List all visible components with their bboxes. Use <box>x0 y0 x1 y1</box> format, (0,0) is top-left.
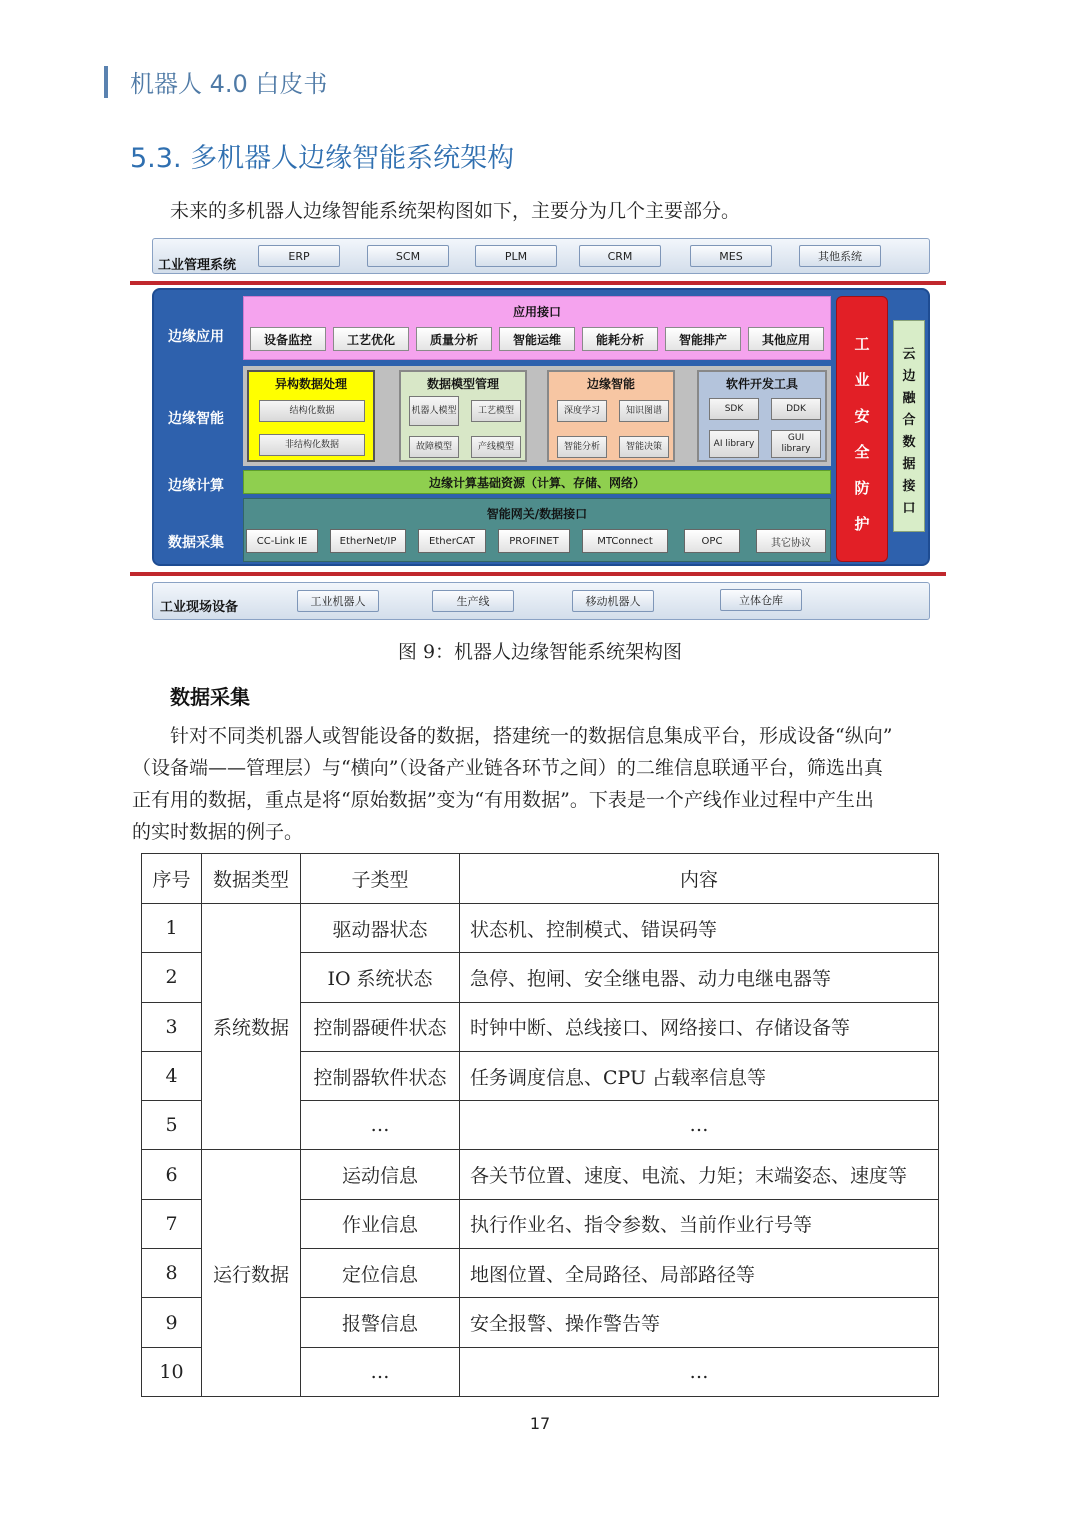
row-number: 4 <box>142 1051 202 1100</box>
top-chip: PLM <box>475 245 557 267</box>
side-label-data-collect: 数据采集 <box>168 535 224 551</box>
side-label-edge-app: 边缘应用 <box>168 329 224 345</box>
mini-chip: AI library <box>709 430 759 458</box>
content-cell: 状态机、控制模式、错误码等 <box>460 904 939 953</box>
row-number: 5 <box>142 1101 202 1150</box>
mini-chip: 结构化数据 <box>259 400 365 422</box>
sdk-tools-box <box>697 370 827 462</box>
body-paragraph <box>132 720 950 848</box>
group-cell: 运行数据 <box>202 1150 301 1396</box>
row-number: 8 <box>142 1249 202 1298</box>
protocol-chip: 其它协议 <box>756 529 826 553</box>
app-chip: 智能运维 <box>499 327 575 351</box>
architecture-diagram <box>0 0 1080 630</box>
app-interface-box <box>243 296 831 360</box>
app-chip: 智能排产 <box>665 327 741 351</box>
protocol-chip: MTConnect <box>582 529 668 553</box>
industrial-security-box <box>836 296 888 562</box>
gateway-title: 智能网关/数据接口 <box>486 507 588 521</box>
mini-chip: GUI library <box>771 430 821 458</box>
content-cell: 急停、抱闸、安全继电器、动力电继电器等 <box>460 953 939 1002</box>
mini-chip: 知识图谱 <box>619 400 669 422</box>
subtype-cell: 定位信息 <box>301 1249 460 1298</box>
data-table <box>141 853 939 1397</box>
content-cell: 任务调度信息、CPU 占载率信息等 <box>460 1051 939 1100</box>
table-row <box>142 904 939 953</box>
protocol-chip: CC-Link IE <box>246 529 318 553</box>
header-cell: 序号 <box>142 854 202 904</box>
app-chip: 工艺优化 <box>333 327 409 351</box>
table-header-row <box>142 854 939 904</box>
content-cell: … <box>460 1101 939 1150</box>
mini-chip: 深度学习 <box>557 400 607 422</box>
app-chip: 设备监控 <box>250 327 326 351</box>
paragraph-line: 正有用的数据，重点是将“原始数据”变为“有用数据”。下表是一个产线作业过程中产生出 <box>132 789 874 811</box>
bottom-chip: 工业机器人 <box>297 590 379 612</box>
sdk-tools-title: 软件开发工具 <box>725 377 798 391</box>
protocol-chip: EtherCAT <box>418 529 486 553</box>
cloud-char: 云 <box>902 347 916 362</box>
mini-chip: 智能分析 <box>557 436 607 458</box>
top-chip: MES <box>690 245 772 267</box>
subtype-cell: 控制器软件状态 <box>301 1051 460 1100</box>
app-chip: 其他应用 <box>748 327 824 351</box>
divider-line-bottom <box>130 572 946 576</box>
row-number: 3 <box>142 1002 202 1051</box>
top-chip: 其他系统 <box>799 245 881 267</box>
security-char: 全 <box>854 443 870 461</box>
figure-caption: 图 9：机器人边缘智能系统架构图 <box>397 641 683 663</box>
content-cell: 地图位置、全局路径、局部路径等 <box>460 1249 939 1298</box>
subheading: 数据采集 <box>170 685 250 709</box>
subtype-cell: … <box>301 1347 460 1396</box>
edge-intel-band <box>243 366 831 466</box>
mini-chip: DDK <box>771 398 821 420</box>
row-number: 7 <box>142 1199 202 1248</box>
bottom-chip: 立体仓库 <box>720 589 802 611</box>
edge-compute-bar: 边缘计算基础资源（计算、存储、网络） <box>243 470 831 494</box>
hetero-data-title: 异构数据处理 <box>274 377 347 391</box>
security-char: 业 <box>854 371 870 389</box>
row-number: 1 <box>142 904 202 953</box>
mini-chip: 智能决策 <box>619 436 669 458</box>
intro-paragraph: 未来的多机器人边缘智能系统架构图如下，主要分为几个主要部分。 <box>170 200 741 222</box>
content-cell: 时钟中断、总线接口、网络接口、存储设备等 <box>460 1002 939 1051</box>
top-band-label: 工业管理系统 <box>158 258 237 273</box>
mini-chip: 故障模型 <box>409 436 459 458</box>
subtype-cell: 驱动器状态 <box>301 904 460 953</box>
header-cell: 子类型 <box>301 854 460 904</box>
cloud-char: 口 <box>902 501 916 516</box>
security-char: 护 <box>854 515 870 533</box>
table-row <box>142 1150 939 1199</box>
model-mgmt-title: 数据模型管理 <box>426 377 499 391</box>
divider-line-top <box>130 281 946 285</box>
side-label-edge-intel: 边缘智能 <box>168 411 224 427</box>
row-number: 9 <box>142 1298 202 1347</box>
edge-intel-box <box>547 370 675 462</box>
gateway-box <box>243 498 831 562</box>
security-char: 工 <box>854 335 870 353</box>
subtype-cell: 报警信息 <box>301 1298 460 1347</box>
security-char: 安 <box>854 407 870 425</box>
cloud-char: 据 <box>902 457 916 472</box>
group-cell: 系统数据 <box>202 904 301 1150</box>
paragraph-line: 的实时数据的例子。 <box>132 821 304 843</box>
content-cell: 执行作业名、指令参数、当前作业行号等 <box>460 1199 939 1248</box>
bottom-chip: 移动机器人 <box>572 590 654 612</box>
row-number: 6 <box>142 1150 202 1199</box>
content-cell: 各关节位置、速度、电流、力矩；末端姿态、速度等 <box>460 1150 939 1199</box>
app-chip: 能耗分析 <box>582 327 658 351</box>
section-title: 5.3. 多机器人边缘智能系统架构 <box>130 143 515 174</box>
paragraph-line: （设备端——管理层）与“横向”（设备产业链各环节之间）的二维信息联通平台，筛选出真 <box>132 757 883 779</box>
protocol-chip: PROFINET <box>498 529 570 553</box>
running-header-title: 机器人 4.0 白皮书 <box>130 70 328 98</box>
side-label-edge-compute: 边缘计算 <box>168 478 224 494</box>
bottom-band-field-devices <box>152 582 930 620</box>
cloud-char: 数 <box>902 435 916 450</box>
subtype-cell: IO 系统状态 <box>301 953 460 1002</box>
cloud-char: 接 <box>902 479 916 494</box>
security-char: 防 <box>854 479 870 497</box>
edge-intel-title: 边缘智能 <box>586 377 635 391</box>
mini-chip: SDK <box>709 398 759 420</box>
paragraph-line: 针对不同类机器人或智能设备的数据，搭建统一的数据信息集成平台，形成设备“纵向” <box>170 725 893 747</box>
top-chip: CRM <box>579 245 661 267</box>
top-chip: SCM <box>367 245 449 267</box>
protocol-chip: OPC <box>684 529 740 553</box>
cloud-char: 合 <box>902 413 916 428</box>
header-cell: 内容 <box>460 854 939 904</box>
cloud-char: 边 <box>902 369 916 384</box>
header-cell: 数据类型 <box>202 854 301 904</box>
mini-chip: 非结构化数据 <box>259 434 365 456</box>
app-chip: 质量分析 <box>416 327 492 351</box>
protocol-chip: EtherNet/IP <box>330 529 406 553</box>
row-number: 10 <box>142 1347 202 1396</box>
subtype-cell: 控制器硬件状态 <box>301 1002 460 1051</box>
cloud-edge-interface-box <box>893 320 925 532</box>
subtype-cell: … <box>301 1101 460 1150</box>
row-number: 2 <box>142 953 202 1002</box>
model-mgmt-box <box>399 370 527 462</box>
bottom-band-label: 工业现场设备 <box>160 600 239 615</box>
content-cell: 安全报警、操作警告等 <box>460 1298 939 1347</box>
mini-chip: 机器人模型 <box>409 396 459 426</box>
app-interface-title: 应用接口 <box>512 305 561 319</box>
hetero-data-box <box>247 370 375 462</box>
subtype-cell: 运动信息 <box>301 1150 460 1199</box>
subtype-cell: 作业信息 <box>301 1199 460 1248</box>
mini-chip: 工艺模型 <box>471 400 521 422</box>
bottom-chip: 生产线 <box>432 590 514 612</box>
top-chip: ERP <box>258 245 340 267</box>
mini-chip: 产线模型 <box>471 436 521 458</box>
cloud-char: 融 <box>902 391 916 406</box>
content-cell: … <box>460 1347 939 1396</box>
page-number: 17 <box>529 1414 551 1433</box>
